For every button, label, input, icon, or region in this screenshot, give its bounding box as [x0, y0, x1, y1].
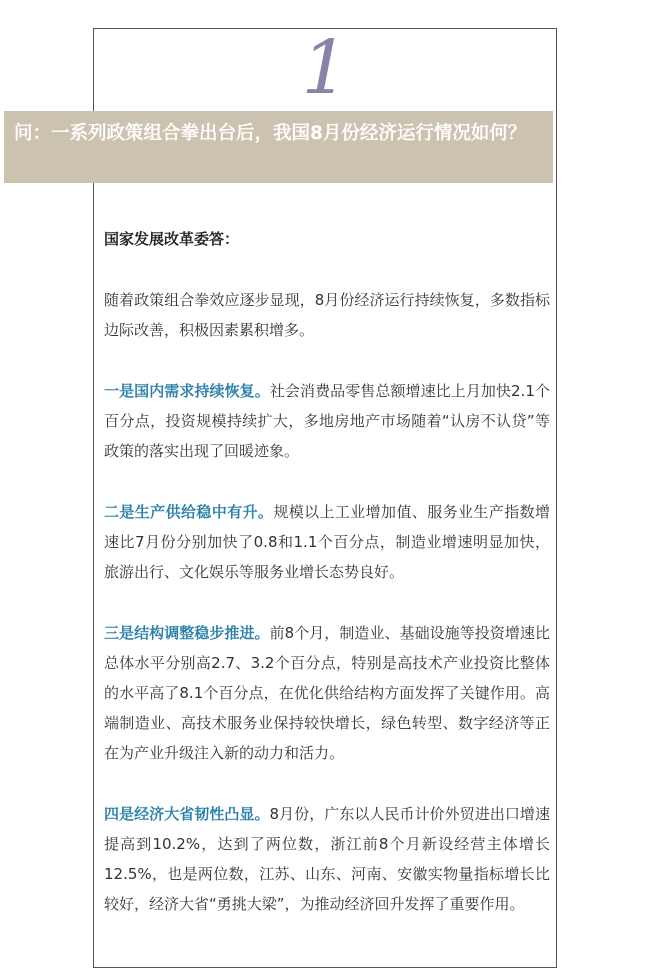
article-body — [104, 224, 550, 950]
point-text-2: 规模以上工业增加值、服务业生产指数增速比7月份分别加快了0.8和1.1个百分点，制造业增速明显加快，旅游出行、文化娱乐等服务业增长态势良好。 — [104, 503, 550, 581]
point-heading-2: 二是生产供给稳中有升。 — [104, 503, 274, 521]
question-banner: 问：一系列政策组合拳出台后，我国8月份经济运行情况如何？ — [4, 111, 553, 183]
point-heading-4: 四是经济大省韧性凸显。 — [104, 805, 270, 823]
point-heading-3: 三是结构调整稳步推进。 — [104, 624, 270, 642]
point-paragraph-3 — [104, 618, 550, 768]
section-number: 1 — [301, 25, 349, 111]
point-paragraph-2 — [104, 497, 550, 587]
point-text-4: 8月份，广东以人民币计价外贸进出口增速提高到10.2%，达到了两位数，浙江前8个月新设经营主体增长12.5%，也是两位数，江苏、山东、河南、安徽实物量指标增长比较好，经济大省“勇挑大梁”，为推动经济回升发挥了重要作用。 — [104, 805, 550, 913]
intro-paragraph: 随着政策组合拳效应逐步显现，8月份经济运行持续恢复，多数指标边际改善，积极因素累积增多。 — [104, 291, 550, 339]
point-text-3: 前8个月，制造业、基础设施等投资增速比总体水平分别高2.7、3.2个百分点，特别是高技术产业投资比整体的水平高了8.1个百分点，在优化供给结构方面发挥了关键作用。高端制造业、高技术服务业保持较快增长，绿色转型、数字经济等正在为产业升级注入新的动力和活力。 — [104, 624, 550, 762]
point-heading-1: 一是国内需求持续恢复。 — [104, 382, 270, 400]
point-text-1: 社会消费品零售总额增速比上月加快2.1个百分点，投资规模持续扩大，多地房地产市场随着“认房不认贷”等政策的落实出现了回暖迹象。 — [104, 382, 550, 460]
point-paragraph-4 — [104, 799, 550, 919]
point-paragraph-1 — [104, 376, 550, 466]
answer-heading: 国家发展改革委答： — [104, 230, 240, 248]
